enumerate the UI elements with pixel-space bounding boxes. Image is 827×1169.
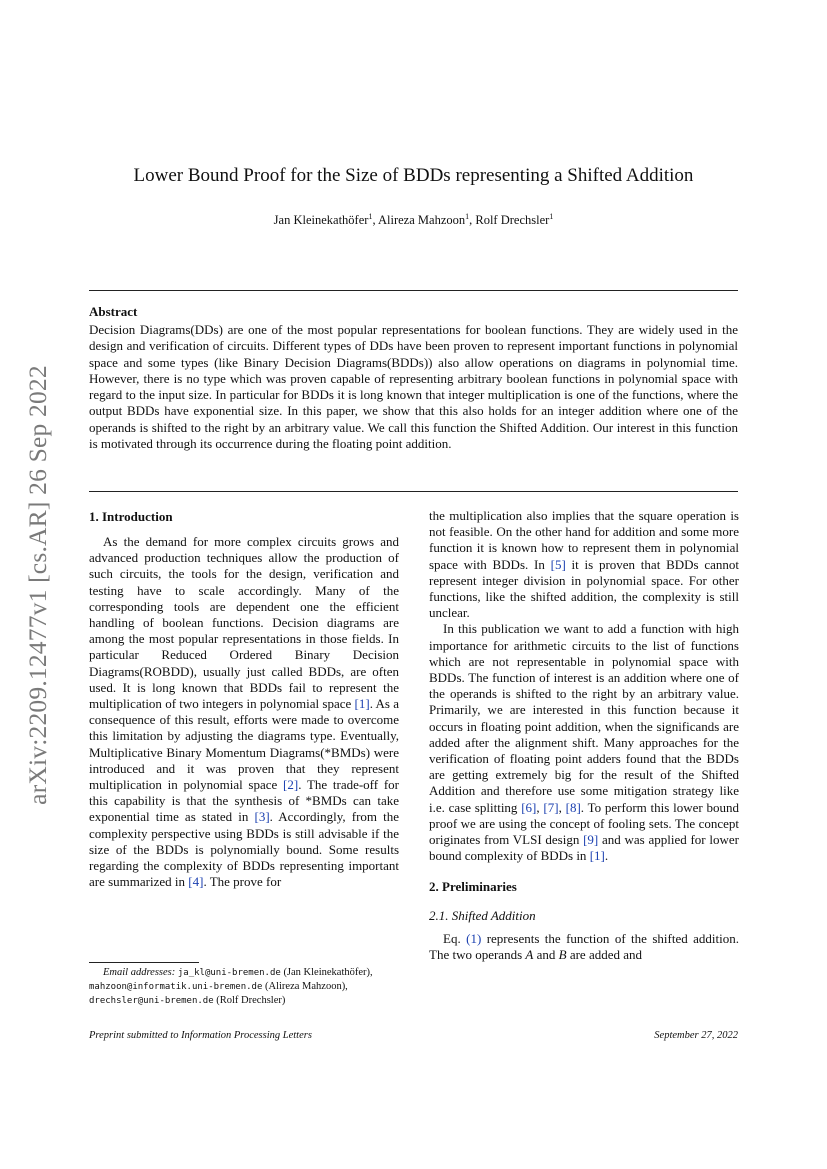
text-run: (Jan Kleinekathöfer), — [280, 967, 373, 978]
text-run: (Rolf Drechsler) — [213, 995, 286, 1006]
text-run: As the demand for more complex circuits grows and advanced production techniques allow the production of such circuits, the tools for the design, verification and testing have to scale accordingly. Many of the corresponding tools are dependent one the efficient handling of boolean functions. Decision diagrams are among the most popular representations in those fields. In particular Reduced Ordered Binary Decision Diagrams(ROBDD), usually just called BDDs, are often used. It is long known that BDDs fail to represent the multiplication of two integers in polynomial space — [89, 534, 399, 712]
citation-link[interactable]: [9] — [583, 832, 599, 848]
section-heading-preliminaries: 2. Preliminaries — [429, 879, 517, 895]
section-heading-introduction: 1. Introduction — [89, 509, 173, 524]
text-run: . The prove for — [203, 874, 282, 890]
email-address: mahzoon@informatik.uni-bremen.de — [89, 982, 263, 992]
author-name: Rolf Drechsler — [475, 213, 550, 227]
text-run: represents the function of the shifted addition. The two operands — [429, 930, 739, 962]
subsection-heading-shifted-addition: 2.1. Shifted Addition — [429, 908, 536, 924]
citation-link[interactable]: [5] — [550, 556, 566, 572]
citation-link[interactable]: (1) — [466, 930, 482, 946]
text-run: In this publication we want to add a function with high importance for arithmetic circuits to the list of functions which are not representable in polynomial space with BDDs. The function of interest is an addition where one of the operands is shifted to the right by an arbitrary value. Primarily, we are interested in this function because it occurs in floating point addition, when the significands are added after the alignment shift. Many approaches for the verification of floating point adders found that the BDDs are getting extremely big for the result of the Shifted Addition and therefore use some mitigation strategy like i.e. case splitting — [429, 621, 739, 815]
text-run: and was applied for lower bound complexity of BDDs in — [429, 832, 739, 864]
author-affiliation-mark: 1 — [368, 212, 373, 221]
text-run: are added and — [566, 946, 643, 962]
email-footnote — [89, 966, 389, 1008]
citation-link[interactable]: [6] — [521, 799, 537, 815]
text-run: , — [558, 799, 566, 815]
text-run: Eq. — [443, 930, 467, 946]
intro-paragraph-1-continued — [429, 508, 739, 621]
text-run: and — [533, 946, 559, 962]
preprint-date: September 27, 2022 — [654, 1030, 738, 1041]
left-column — [89, 508, 399, 890]
italic-text: Email addresses: — [103, 967, 178, 978]
text-run: . — [604, 848, 609, 864]
author-affiliation-mark: 1 — [549, 212, 554, 221]
citation-link[interactable]: [8] — [565, 799, 581, 815]
preliminaries-paragraph-1 — [429, 931, 739, 963]
abstract-bottom-rule — [89, 491, 738, 492]
intro-paragraph-1 — [89, 534, 399, 890]
email-address: ja_kl@uni-bremen.de — [177, 968, 281, 978]
citation-link[interactable]: [3] — [254, 809, 270, 825]
author-affiliation-mark: 1 — [465, 212, 470, 221]
author-name: Jan Kleinekathöfer — [273, 213, 369, 227]
abstract-heading: Abstract — [89, 304, 138, 319]
email-address: drechsler@uni-bremen.de — [89, 996, 214, 1006]
citation-link[interactable]: [7] — [543, 799, 559, 815]
text-run: . As a consequence of this result, efforts were made to overcome this limitation by adjusting the diagrams type. Eventually, Multiplicative Binary Momentum Diagrams(*BMDs) were introduced and it was proven that they represent multiplication in polynomial space — [89, 696, 399, 793]
author-list — [89, 207, 738, 230]
text-run: (Alireza Mahzoon), — [262, 981, 348, 992]
footnote-rule — [89, 962, 199, 963]
arxiv-identifier-stamp: arXiv:2209.12477v1 [cs.AR] 26 Sep 2022 — [23, 365, 52, 805]
abstract-top-rule — [89, 290, 738, 291]
text-run: it is proven that BDDs cannot represent integer division in polynomial space. For other functions, like the shifted addition, the complexity is still unclear. — [429, 556, 739, 621]
text-run: , — [536, 799, 544, 815]
abstract-text: Decision Diagrams(DDs) are one of the most popular representations for boolean functions. They are widely used in the design and verification of circuits. Different types of DDs have been proven to represent important functions in polynomial space and some types (like Binary Decision Diagrams(BDDs)) also allow operations on diagrams in polynomial time. However, there is no type which was proven capable of representing arbitrary boolean functions in polynomial space with regard to the input size. In particular for BDDs it is long known that integer multiplication is one of the functions, where the output BDDs have exponential size. In this paper, we show that this also holds for an integer addition where one of the operands is shifted to the right by an arbitrary value. We call this function the Shifted Addition. Our interest in this function is motivated through its occurrence during the floating point addition. — [89, 322, 738, 452]
text-run: . Accordingly, from the complexity perspective using BDDs is still advisable if the size of the BDDs is polynomially bound. Some results regarding the complexity of BDDs representing important are summarized in — [89, 809, 400, 890]
paper-title: Lower Bound Proof for the Size of BDDs representing a Shifted Addition — [133, 165, 694, 186]
citation-link[interactable]: [4] — [188, 874, 204, 890]
text-run: . The trade-off for this capability is that the synthesis of *BMDs can take exponential time as stated in — [89, 777, 399, 825]
italic-text: B — [558, 946, 567, 962]
right-column — [429, 508, 739, 963]
citation-link[interactable]: [1] — [589, 848, 605, 864]
text-run: the multiplication also implies that the square operation is not feasible. On the other hand for addition and some more function it is known how to represent them in polynomial space with BDDs. In — [429, 508, 739, 572]
text-run: . To perform this lower bound proof we are using the concept of fooling sets. The concept originates from VLSI design — [429, 799, 739, 848]
author-separator: , — [469, 213, 476, 227]
author-separator: , — [372, 213, 378, 227]
author-name: Alireza Mahzoon — [378, 213, 466, 227]
citation-link[interactable]: [2] — [283, 777, 299, 793]
intro-paragraph-2 — [429, 621, 739, 864]
italic-text: A — [525, 946, 534, 962]
preprint-note: Preprint submitted to Information Processing Letters — [89, 1030, 312, 1041]
citation-link[interactable]: [1] — [354, 696, 370, 712]
